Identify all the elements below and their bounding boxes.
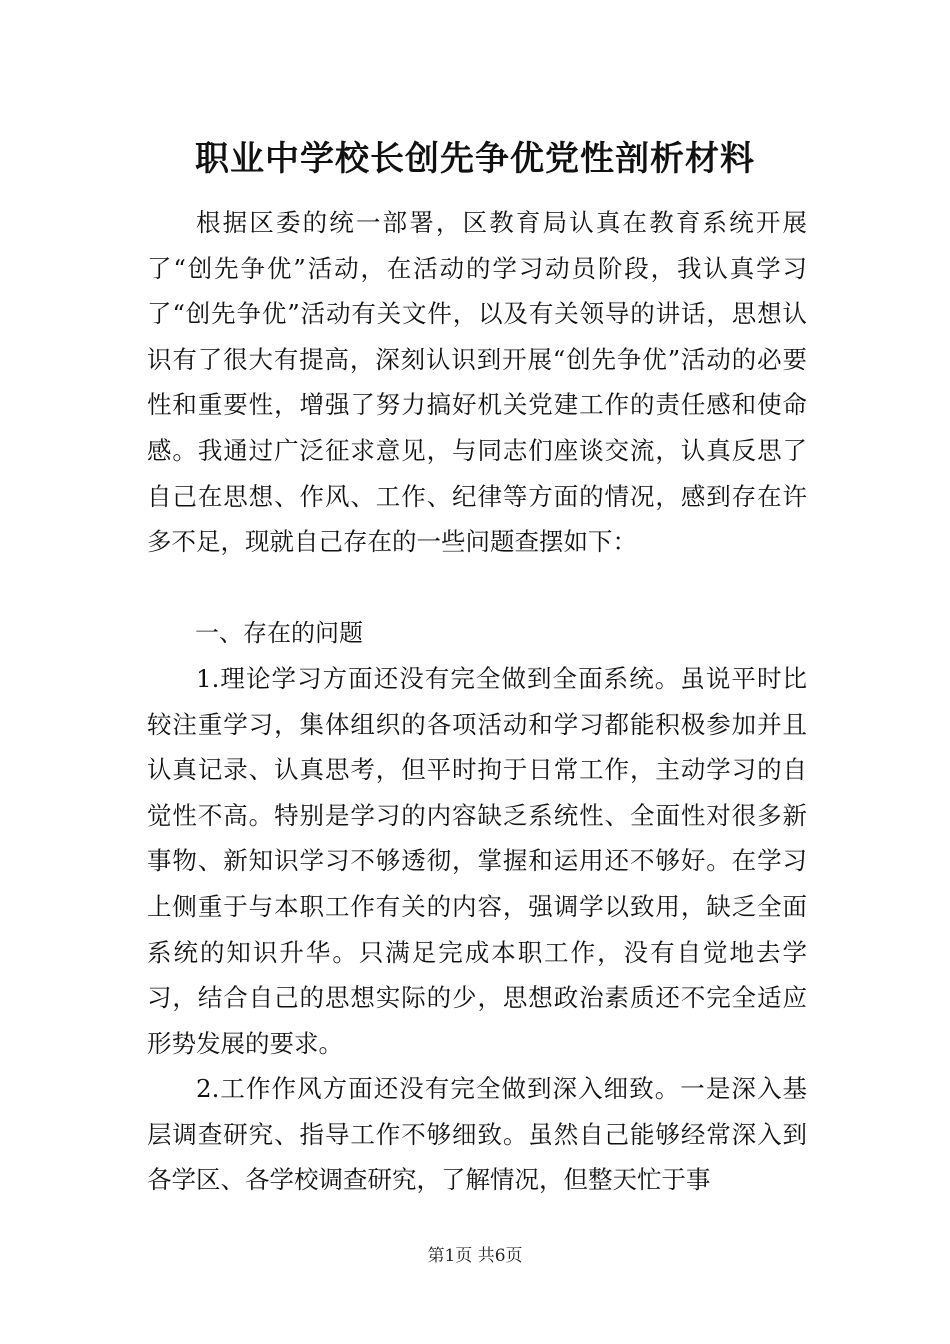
page-number-footer: 第1页 共6页 <box>427 1246 523 1266</box>
paragraph-theory-study: 1.理论学习方面还没有完全做到全面系统。虽说平时比较注重学习，集体组织的各项活动和学习都能积极参加并且认真记录、认真思考，但平时拘于日常工作，主动学习的自觉性不高。特别是学习的内容缺乏系统性、全面性对很多新事物、新知识学习不够透彻，掌握和运用还不够好。在学习上侧重于与本职工作有关的内容，强调学以致用，缺乏全面系统的知识升华。只满足完成本职工作，没有自觉地去学习，结合自己的思想实际的少，思想政治素质还不完全适应形势发展的要求。 <box>147 664 807 1058</box>
paragraph-work-style: 2.工作作风方面还没有完全做到深入细致。一是深入基层调查研究、指导工作不够细致。虽然自己能够经常深入到各学区、各学校调查研究，了解情况，但整天忙于事 <box>147 1074 807 1195</box>
paragraph-intro: 根据区委的统一部署，区教育局认真在教育系统开展了“创先争优”活动，在活动的学习动员阶段，我认真学习了“创先争优”活动有关文件，以及有关领导的讲话，思想认识有了很大有提高，深刻认识到开展“创先争优”活动的必要性和重要性，增强了努力搞好机关党建工作的责任感和使命感。我通过广泛征求意见，与同志们座谈交流，认真反思了自己在思想、作风、工作、纪律等方面的情况，感到存在许多不足，现就自己存在的一些问题查摆如下： <box>147 208 807 557</box>
section-heading: 一、存在的问题 <box>195 619 363 647</box>
document-title: 职业中学校长创先争优党性剖析材料 <box>195 139 755 179</box>
